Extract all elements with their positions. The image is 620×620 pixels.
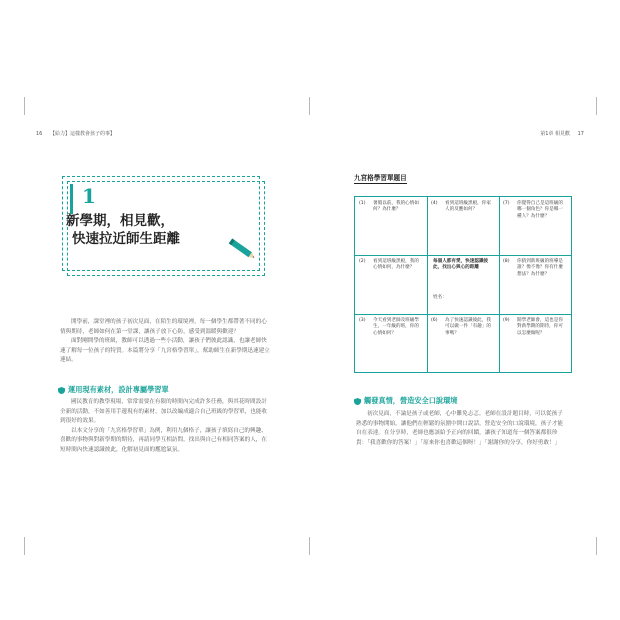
chapter-title-line1: 新學期，相見歡，: [66, 213, 174, 229]
intro-text: [60, 318, 270, 366]
right-running-head: 第1章 相見歡: [540, 131, 571, 137]
chapter-title: [66, 212, 180, 248]
grid-cell: [427, 314, 499, 372]
shield-bullet-icon: [58, 387, 65, 394]
cell-number: (4): [431, 201, 438, 206]
grid-cell: [499, 314, 571, 372]
right-section-title: [354, 396, 457, 406]
section-paragraph: 以本文分享的「九宮格學習單」為例，利用九個格子，讓孩子填寫自己的興趣、喜歡的事物與對新學期的期待，再請同學互相訪問，找出與自己有相同答案的人，在短時間內快速認識彼此，化解初見面的尷尬氣氛。: [60, 427, 267, 453]
grid-cell: [427, 197, 499, 255]
grid-cell: [499, 255, 571, 314]
cell-text: 看到這班級黑板，我的心情如何，為什麼？: [373, 259, 419, 271]
left-section-text: [60, 398, 270, 456]
cell-text: 暑假以前，我的心情如何？為什麼？: [373, 201, 419, 213]
worksheet-title: 九宮格學習單題目: [354, 174, 407, 182]
section-paragraph: 初次見面，不論是孩子或老師，心中難免忐忑。老師在設計題目時，可以從孩子熟悉的事物開始，讓他們在輕鬆的氛圍中開口說話，營造安全的口說環境，孩子才能自在表達。在分享時，老師也應該給予正向的回饋，讓孩子知道每一個答案都很珍貴：「我喜歡你的答案！」「原來你也喜歡這個呀！」「謝謝你的分享，你好勇敢！」: [356, 411, 563, 446]
cell-text: 你猜到新班級的班導是誰？像不像？你有什麼想法？為什麼？: [517, 259, 563, 277]
cell-number: (6): [431, 318, 438, 323]
nine-grid-worksheet: [354, 196, 572, 373]
cell-number: (9): [503, 318, 510, 323]
grid-cell: [355, 314, 427, 372]
cell-number: (1): [359, 201, 366, 206]
left-section-title: [58, 385, 169, 395]
cell-text: 今天看到老師及班級學生，一年級的班，你的心情如何？: [373, 318, 419, 336]
left-running-head: 【給力】這樣教會孩子的事】: [49, 131, 115, 137]
pencil-icon: [226, 236, 258, 262]
chapter-title-box: [62, 176, 260, 271]
grid-cell: [355, 197, 427, 255]
shield-bullet-icon: [354, 398, 361, 405]
cell-text: 看到這班級黑板，你家人的反應如何？: [445, 201, 491, 213]
right-page: [310, 0, 620, 620]
right-page-number: 17: [577, 131, 584, 137]
cell-number: (8): [503, 259, 510, 264]
cell-text: 每個人都有愛，快速認識彼此，找出心與心的距離: [433, 259, 489, 271]
chapter-accent-bar: [70, 184, 73, 214]
section-paragraph: 國民教育的教學現場，常常需要在有限的時間內完成許多任務，與其花時間設計全新的活動，不如善用手邊現有的素材，加以改編成適合自己班級的學習單，也能收到很好的效果。: [60, 399, 267, 425]
right-section-title-text: 觸發真情，營造安全口說環境: [364, 396, 458, 405]
chapter-title-line2: 快速拉近師生距離: [72, 231, 180, 247]
cell-text: 開學老師會，這也是你對新學期的期待，你可以怎麼做呢？: [517, 318, 563, 336]
grid-cell: [355, 255, 427, 314]
chapter-number: 1: [82, 184, 96, 208]
cell-number: (3): [359, 318, 366, 323]
intro-paragraph: 面對剛開學的班級，教師可以透過一些小活動，讓孩子們彼此認識，也讓老師快速了解每一位孩子的特質。本篇將分享「九宮格學習單」，幫助師生在新學期迅速建立連結。: [60, 338, 270, 364]
cell-number: (2): [359, 259, 366, 264]
name-label: 姓名：: [433, 295, 447, 300]
left-page-number: 16: [36, 131, 43, 137]
intro-paragraph: 開學前，課堂裡的孩子初次見面，在陌生的環境裡，每一個學生都帶著不同的心情與期待，老師如何在第一堂課，讓孩子放下心防，感受到溫暖與歡迎？: [60, 319, 267, 335]
cell-number: (7): [503, 201, 510, 206]
right-section-text: [356, 410, 568, 448]
cell-text: 為了快速認識彼此，我可以做一件「有趣」的事嗎？: [445, 318, 491, 336]
grid-cell: [499, 197, 571, 255]
right-page-header: [540, 130, 584, 137]
left-page-header: [36, 130, 115, 137]
grid-cell-center: [427, 255, 499, 314]
left-section-title-text: 運用現有素材，設計專屬學習單: [68, 385, 169, 394]
cell-text: 你覺得自己是這班級的哪一個角色？你是哪一種人？為什麼？: [517, 201, 563, 219]
